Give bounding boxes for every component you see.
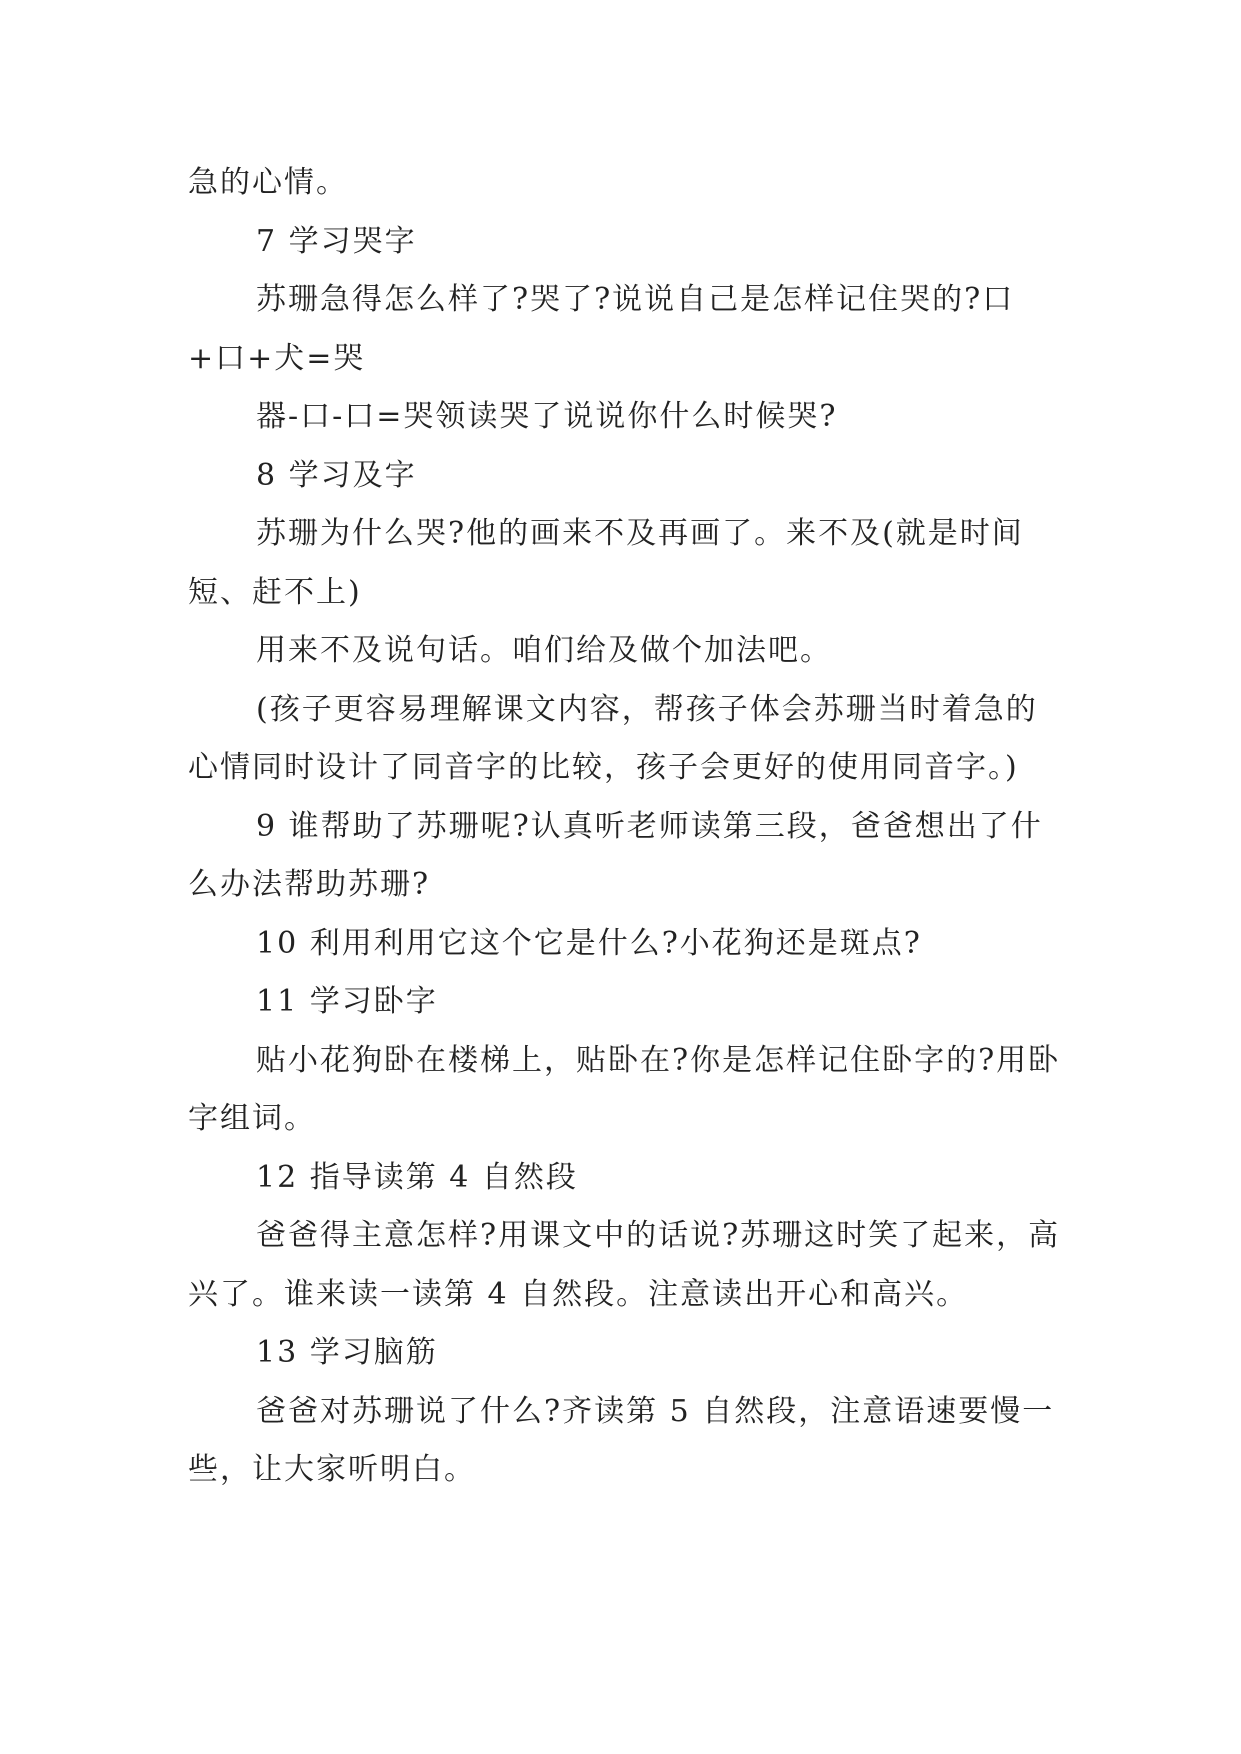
paragraph: 11 学习卧字 [256, 984, 438, 1019]
paragraph: 12 指导读第 4 自然段 [256, 1159, 578, 1195]
paragraph: 苏珊为什么哭?他的画来不及再画了。来不及(就是时间短、赶不上) [188, 516, 1024, 610]
paragraph: 贴小花狗卧在楼梯上，贴卧在?你是怎样记住卧字的?用卧字组词。 [188, 1042, 1061, 1136]
paragraph: 用来不及说句话。咱们给及做个加法吧。 [256, 633, 832, 668]
document-body [188, 154, 1068, 1500]
paragraph: 爸爸对苏珊说了什么?齐读第 5 自然段，注意语速要慢一些，让大家听明白。 [188, 1393, 1055, 1487]
paragraph: 9 谁帮助了苏珊呢?认真听老师读第三段，爸爸想出了什么办法帮助苏珊? [188, 808, 1043, 902]
paragraph: 8 学习及字 [256, 457, 417, 493]
paragraph: 器-口-口=哭领读哭了说说你什么时候哭? [256, 399, 838, 434]
paragraph: (孩子更容易理解课文内容，帮孩子体会苏珊当时着急的心情同时设计了同音字的比较，孩子会更好的使用同音字。) [188, 691, 1038, 785]
paragraph: 13 学习脑筋 [256, 1335, 438, 1370]
paragraph: 苏珊急得怎么样了?哭了?说说自己是怎样记住哭的?口+口+犬=哭 [188, 282, 1015, 376]
paragraph: 爸爸得主意怎样?用课文中的话说?苏珊这时笑了起来，高兴了。谁来读一读第 4 自然段。注意读出开心和高兴。 [188, 1218, 1061, 1312]
paragraph: 7 学习哭字 [256, 223, 417, 259]
paragraph: 急的心情。 [188, 165, 348, 200]
paragraph: 10 利用利用它这个它是什么?小花狗还是斑点? [256, 925, 922, 961]
